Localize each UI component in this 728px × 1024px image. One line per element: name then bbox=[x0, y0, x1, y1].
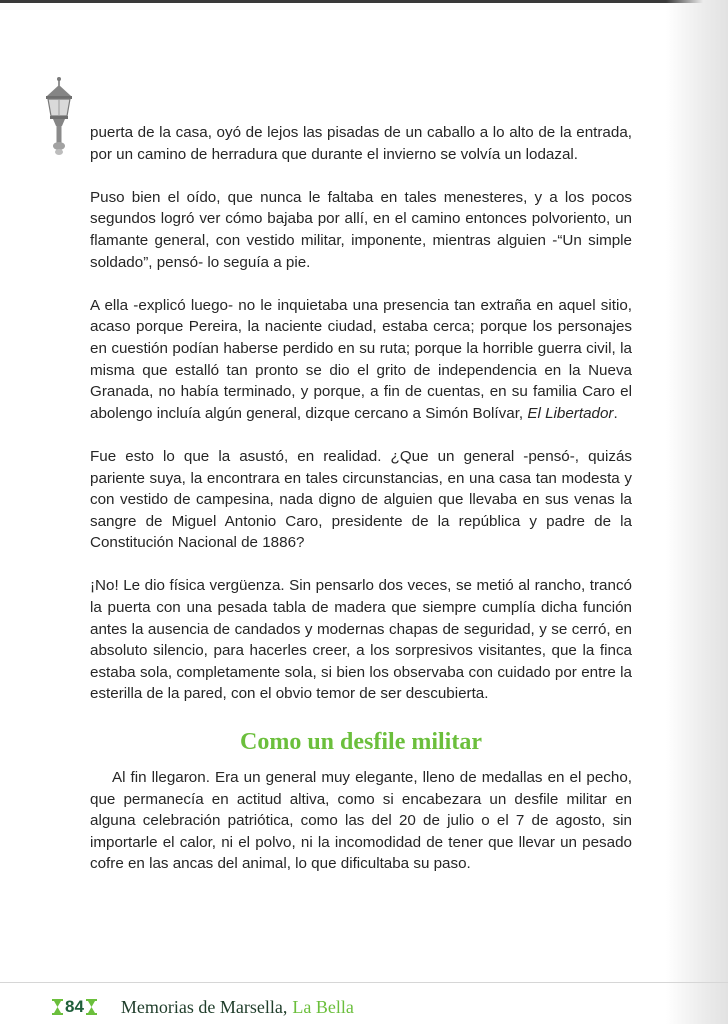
paragraph: Puso bien el oído, que nunca le faltaba en tales menesteres, y a los pocos segundos logró ver cómo bajaba por allí, en el camino entonces polvoriento, un flamante general, con vestido militar, imponente, mientras alguien -“Un simple soldado”, pensó- lo seguía a pie. bbox=[90, 188, 632, 271]
section-heading: Como un desfile militar bbox=[240, 729, 482, 756]
paragraph bbox=[90, 295, 632, 425]
hourglass-ornament-icon bbox=[86, 999, 97, 1015]
street-lamp-icon bbox=[44, 76, 74, 156]
footer-divider bbox=[0, 982, 728, 983]
page-number bbox=[52, 997, 97, 1017]
document-body bbox=[90, 122, 632, 875]
book-title: Memorias de Marsella, bbox=[120, 996, 288, 1017]
paragraph: puerta de la casa, oyó de lejos las pisadas de un caballo a lo alto de la entrada, por un camino de herradura que durante el invierno se volvía un lodazal. bbox=[90, 124, 632, 163]
page-footer bbox=[52, 994, 354, 1020]
hourglass-ornament-icon bbox=[52, 999, 63, 1015]
paragraph: Fue esto lo que la asustó, en realidad. ¿Que un general -pensó-, quizás pariente suya, la encontrara en tales circunstancias, en una casa tan modesta y con vestido de campesina, nada digno de alguien que llevaba en sus venas la sangre de Miguel Antonio Caro, presidente de la república y padre de la Constitución Nacional de 1886? bbox=[90, 447, 632, 552]
page-number-text: 84 bbox=[65, 997, 84, 1016]
italic-term: El Libertador bbox=[527, 404, 614, 422]
paragraph: Al fin llegaron. Era un general muy elegante, lleno de medallas en el pecho, que permanecía en actitud altiva, como si encabezara un desfile militar en alguna celebración patriótica, como las del 20 de julio o el 7 de agosto, sin importarle el calor, ni el polvo, ni la incomodidad de tener que llevar un pesado cofre en las ancas del animal, lo que dificultaba su paso. bbox=[90, 769, 632, 873]
paragraph: ¡No! Le dio física vergüenza. Sin pensarlo dos veces, se metió al rancho, trancó la puerta con una pesada tabla de madera que siempre cumplía dicha función antes la ausencia de candados y modernas chapas de seguridad, y se cerró, en absoluto silencio, para hacerles creer, a los sorpresivos visitantes, que la finca estaba sola, completamente sola, si bien los observaba con cuidado por entre la esterilla de la pared, con el obvio temor de ser descubierta. bbox=[90, 577, 632, 703]
top-border bbox=[0, 0, 728, 3]
paragraph-end: . bbox=[613, 404, 618, 422]
paragraph-text: A ella -explicó luego- no le inquietaba una presencia tan extraña en aquel sitio, acaso porque Pereira, la naciente ciudad, estaba cerca; porque los personajes en cuestión podían haberse perdido en su ruta; porque la horrible guerra civil, la misma que estalló tan pronto se dio el grito de independencia en la Nueva Granada, no había terminado, y porque, a fin de cuentas, en su familia Caro el abolengo incluía algún general, dizque cercano a Simón Bolívar, bbox=[90, 296, 632, 422]
page-edge-shadow bbox=[666, 0, 728, 1024]
book-subtitle: La Bella bbox=[292, 996, 354, 1017]
